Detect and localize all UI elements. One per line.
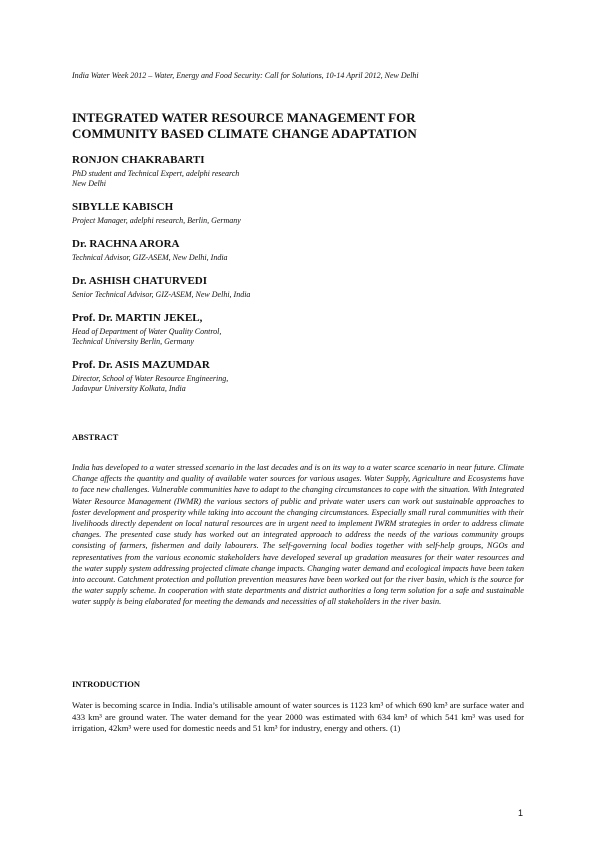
author-block bbox=[72, 312, 524, 347]
author-block bbox=[72, 201, 524, 226]
author-affiliation: PhD student and Technical Expert, adelphi research bbox=[72, 169, 240, 178]
author-affiliation: Senior Technical Advisor, GIZ-ASEM, New Delhi, India bbox=[72, 290, 251, 299]
running-header: India Water Week 2012 – Water, Energy and Food Security: Call for Solutions, 10-14 April 2012, New Delhi bbox=[72, 71, 419, 80]
paper-title bbox=[72, 110, 524, 142]
author-name: Dr. RACHNA ARORA bbox=[72, 238, 180, 250]
introduction-heading: INTRODUCTION bbox=[72, 679, 141, 689]
author-block bbox=[72, 359, 524, 394]
author-list bbox=[72, 154, 524, 406]
introduction-text: Water is becoming scarce in India. India’s utilisable amount of water sources is 1123 km³ of which 690 km³ are surface water and 433 km³ are ground water. The water demand for the year 2000 was estimated with 634 km³ of which 541 km³ was used for irrigation, 42km³ were used for domestic needs and 51 km³ for industry, energy and others. (1) bbox=[72, 700, 524, 734]
author-affiliation: Jadavpur University Kolkata, India bbox=[72, 384, 186, 393]
author-block bbox=[72, 238, 524, 263]
author-block bbox=[72, 275, 524, 300]
abstract-heading: ABSTRACT bbox=[72, 432, 119, 442]
author-name: Prof. Dr. MARTIN JEKEL, bbox=[72, 312, 203, 324]
author-name: Dr. ASHISH CHATURVEDI bbox=[72, 275, 208, 287]
author-affiliation: Project Manager, adelphi research, Berlin, Germany bbox=[72, 216, 241, 225]
author-affiliation: Technical University Berlin, Germany bbox=[72, 337, 194, 346]
author-name: Prof. Dr. ASIS MAZUMDAR bbox=[72, 359, 210, 371]
author-affiliation: Head of Department of Water Quality Control, bbox=[72, 327, 222, 336]
author-affiliation: Technical Advisor, GIZ-ASEM, New Delhi, India bbox=[72, 253, 228, 262]
title-line-1: INTEGRATED WATER RESOURCE MANAGEMENT FOR bbox=[72, 110, 416, 125]
author-affiliation: New Delhi bbox=[72, 179, 106, 188]
title-line-2: COMMUNITY BASED CLIMATE CHANGE ADAPTATION bbox=[72, 126, 417, 141]
author-name: RONJON CHAKRABARTI bbox=[72, 154, 205, 166]
author-name: SIBYLLE KABISCH bbox=[72, 201, 174, 213]
page-number: 1 bbox=[518, 808, 524, 818]
abstract-text: India has developed to a water stressed scenario in the last decades and is on its way to a water scarce scenario in near future. Climate Change affects the quantity and quality of available water sources for various usages. Water Supply, Agriculture and Ecosystems have to face new challenges. Vulnerable communities have to adapt to the changing circumstances to cope with the situation. With Integrated Water Resource Management (IWMR) the various sectors of public and private water users can work out sustainable approaches to foster development and prosperity while taking into account the changing circumstances. Especially small rural communities with their livelihoods directly dependent on local natural resources are in urgent need to implement IWRM strategies in order to address climate changes. The presented case study has worked out an integrated approach to address the needs of the various community groups consisting of farmers, fishermen and daily labourers. The self-governing local bodies together with self-help groups, NGOs and representatives from the various economic stakeholders have developed several up gradation measures for their water resources and the water supply system addressing projected climate change impacts. Changing water demand and ecological impacts have been taken into account. Catchment protection and pollution prevention measures have been worked out for the river basin, which is the source for the water supply scheme. In cooperation with state departments and district authorities a long term solution for a safe and sustainable water supply is being elaborated for meeting the demands and necessities of all stakeholders in the river basin. bbox=[72, 463, 524, 607]
author-affiliation: Director, School of Water Resource Engineering, bbox=[72, 374, 229, 383]
author-block bbox=[72, 154, 524, 189]
